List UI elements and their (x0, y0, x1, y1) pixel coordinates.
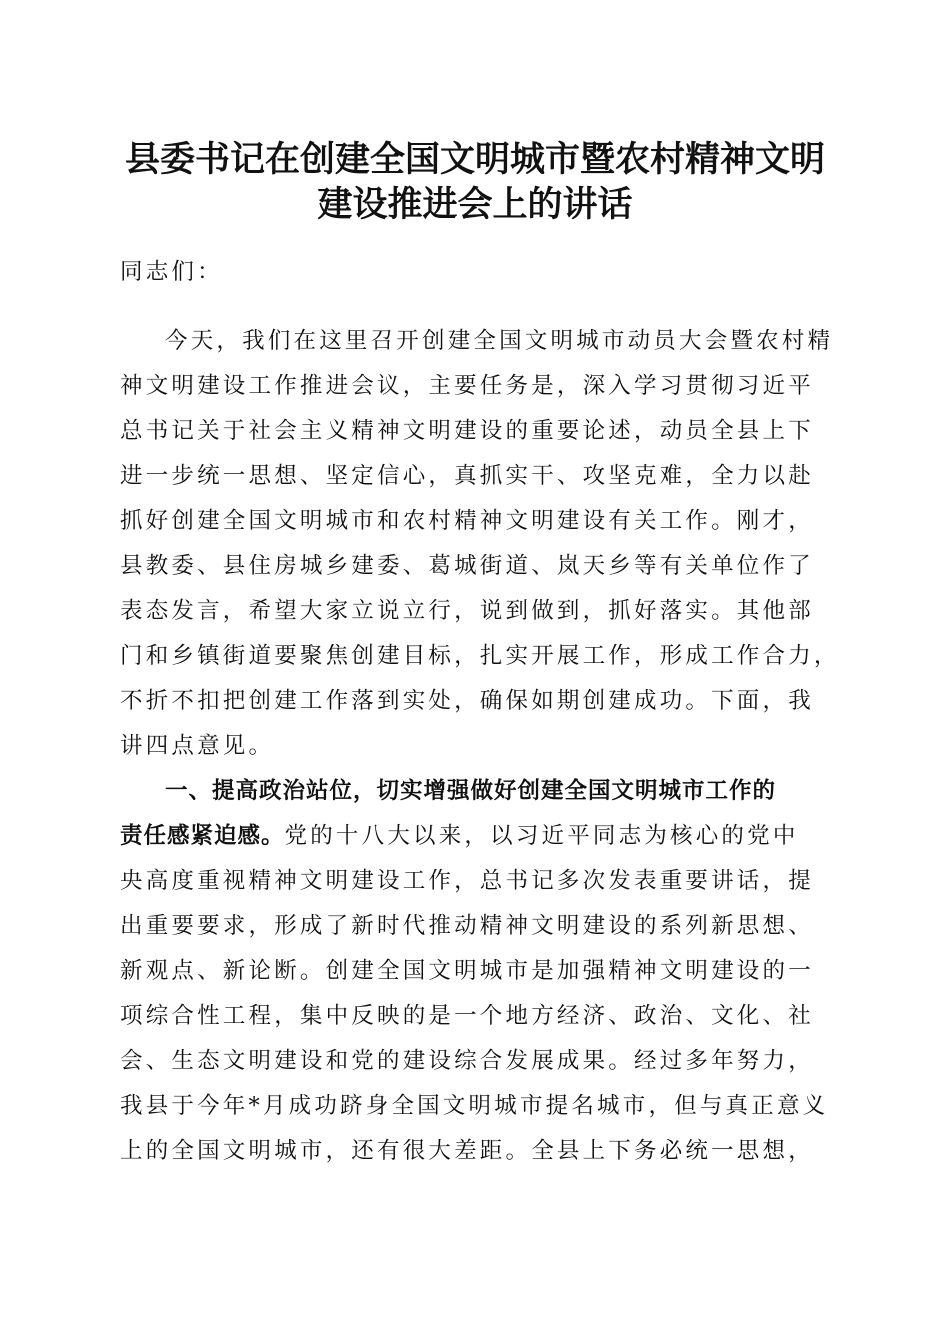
paragraph-line: 会、生态文明建设和党的建设综合发展成果。经过多年努力， (120, 1048, 814, 1074)
paragraph-line: 门和乡镇街道要聚焦创建目标，扎实开展工作，形成工作合力， (120, 643, 840, 669)
document-title-line-1: 县委书记在创建全国文明城市暨农村精神文明 (124, 139, 825, 180)
paragraph-line: 项综合性工程，集中反映的是一个地方经济、政治、文化、社 (120, 1003, 814, 1029)
paragraph-line: 我县于今年*月成功跻身全国文明城市提名城市，但与真正意义 (120, 1093, 829, 1119)
document-title-line-2: 建设推进会上的讲话 (317, 184, 633, 225)
paragraph-line: 抓好创建全国文明城市和农村精神文明建设有关工作。刚才， (120, 508, 814, 534)
paragraph-line: 进一步统一思想、坚定信心，真抓实干、攻坚克难，全力以赴 (120, 463, 814, 489)
section-heading-continuation (120, 814, 799, 859)
section-heading: 一、提高政治站位，切实增强做好创建全国文明城市工作的 (165, 778, 777, 804)
paragraph-line: 央高度重视精神文明建设工作，总书记多次发表重要讲话，提 (120, 868, 814, 894)
paragraph-line: 今天，我们在这里召开创建全国文明城市动员大会暨农村精 (165, 328, 834, 354)
paragraph-line: 表态发言，希望大家立说立行，说到做到，抓好落实。其他部 (120, 598, 814, 624)
paragraph-line: 神文明建设工作推进会议，主要任务是，深入学习贯彻习近平 (120, 373, 814, 399)
salutation: 同志们： (120, 259, 223, 285)
paragraph-line: 总书记关于社会主义精神文明建设的重要论述，动员全县上下 (120, 418, 814, 444)
paragraph-line: 县教委、县住房城乡建委、葛城街道、岚天乡等有关单位作了 (120, 553, 814, 579)
paragraph-line: 新观点、新论断。创建全国文明城市是加强精神文明建设的一 (120, 958, 814, 984)
section-text-start: 党的十八大以来，以习近平同志为核心的党中 (284, 823, 799, 849)
section-heading-tail: 责任感紧迫感。 (120, 823, 285, 849)
paragraph-line: 不折不扣把创建工作落到实处，确保如期创建成功。下面，我 (120, 688, 814, 714)
paragraph-line: 讲四点意见。 (120, 733, 275, 759)
paragraph-line: 上的全国文明城市，还有很大差距。全县上下务必统一思想， (120, 1138, 814, 1164)
paragraph-line: 出重要要求，形成了新时代推动精神文明建设的系列新思想、 (120, 913, 814, 939)
